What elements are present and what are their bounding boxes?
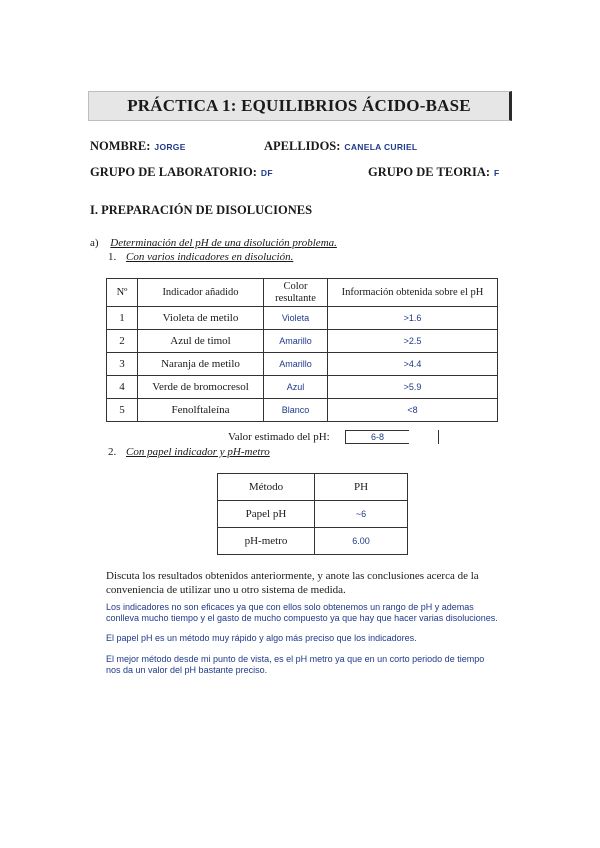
indicator-table — [106, 278, 498, 422]
grupo-lab-value: DF — [260, 168, 273, 178]
cell-indicador: Violeta de metilo — [138, 307, 264, 330]
table-header-row — [218, 474, 408, 501]
item1 — [108, 251, 293, 263]
nombre-value: JORGE — [154, 142, 186, 152]
grupo-lab-field — [90, 163, 273, 181]
apellidos-field — [264, 137, 417, 155]
cell-n: 2 — [107, 330, 138, 353]
header-metodo: Método — [218, 474, 315, 501]
answer-line: conlleva mucho tiempo y el gasto de mucho compuesto ya que hay que hacer varias disoluciones. — [106, 613, 498, 623]
cell-color: Amarillo — [264, 330, 328, 353]
header-info: Información obtenida sobre el pH — [328, 279, 498, 307]
prompt-line: Discuta los resultados obtenidos anteriormente, y anote las conclusiones acerca de la — [106, 570, 479, 582]
cell-color: Azul — [264, 376, 328, 399]
item2 — [108, 446, 270, 458]
answer-line: El mejor método desde mi punto de vista, es el pH metro ya que en un corto periodo de tiempo — [106, 654, 485, 664]
header-ph: PH — [315, 474, 408, 501]
table-row — [218, 501, 408, 528]
answer-2 — [106, 633, 546, 644]
cell-indicador: Verde de bromocresol — [138, 376, 264, 399]
ph-estimate-value: 6-8 — [345, 430, 409, 444]
cell-indicador: Naranja de metilo — [138, 353, 264, 376]
header-color: Color resultante — [264, 279, 328, 307]
cell-n: 5 — [107, 399, 138, 422]
subsection-a — [90, 237, 337, 249]
table-row — [107, 399, 498, 422]
answer-line: Los indicadores no son eficaces ya que con ellos solo obtenemos un rango de pH y ademas — [106, 602, 474, 612]
header-indicador: Indicador añadido — [138, 279, 264, 307]
cell-n: 4 — [107, 376, 138, 399]
cell-n: 1 — [107, 307, 138, 330]
item2-title: Con papel indicador y pH-metro — [126, 446, 270, 458]
cell-metodo: pH-metro — [218, 528, 315, 555]
title-box — [88, 91, 512, 121]
grupo-lab-label: GRUPO DE LABORATORIO: — [90, 165, 257, 179]
cell-info: <8 — [328, 399, 498, 422]
cell-color: Violeta — [264, 307, 328, 330]
cell-n: 3 — [107, 353, 138, 376]
cell-ph: 6.00 — [315, 528, 408, 555]
table-row — [107, 307, 498, 330]
table-row — [107, 330, 498, 353]
item1-title: Con varios indicadores en disolución. — [126, 251, 294, 263]
header-n: Nº — [107, 279, 138, 307]
answer-line: nos da un valor del pH bastante preciso. — [106, 665, 268, 675]
cell-color: Amarillo — [264, 353, 328, 376]
subsection-a-marker: a) — [90, 237, 99, 249]
cell-metodo: Papel pH — [218, 501, 315, 528]
apellidos-value: CANELA CURIEL — [344, 142, 418, 152]
prompt-line: conveniencia de utilizar uno u otro sistema de medida. — [106, 584, 346, 596]
grupo-teoria-label: GRUPO DE TEORIA: — [368, 165, 491, 179]
grupo-teoria-value: F — [494, 168, 500, 178]
ph-estimate-tick — [438, 430, 439, 444]
cell-ph: ~6 — [315, 501, 408, 528]
grupo-teoria-field — [368, 163, 500, 181]
nombre-label: NOMBRE: — [90, 139, 151, 153]
cell-color: Blanco — [264, 399, 328, 422]
section-heading: I. PREPARACIÓN DE DISOLUCIONES — [90, 203, 313, 217]
table-row — [107, 353, 498, 376]
item2-marker: 2. — [108, 446, 117, 458]
page-title: PRÁCTICA 1: EQUILIBRIOS ÁCIDO-BASE — [127, 96, 471, 115]
table-row — [218, 528, 408, 555]
cell-info: >1.6 — [328, 307, 498, 330]
table-header-row — [107, 279, 498, 307]
answer-1 — [106, 602, 546, 624]
table-row — [107, 376, 498, 399]
method-table — [217, 473, 408, 555]
answer-3 — [106, 654, 546, 676]
cell-info: >2.5 — [328, 330, 498, 353]
cell-indicador: Fenolftaleína — [138, 399, 264, 422]
item1-marker: 1. — [108, 251, 117, 263]
discussion-prompt — [106, 569, 526, 597]
nombre-field — [90, 137, 186, 155]
answer-line: El papel pH es un método muy rápido y algo más preciso que los indicadores. — [106, 633, 417, 643]
subsection-a-title: Determinación del pH de una disolución problema. — [110, 237, 337, 249]
ph-estimate-label: Valor estimado del pH: — [228, 431, 330, 443]
apellidos-label: APELLIDOS: — [264, 139, 341, 153]
cell-indicador: Azul de timol — [138, 330, 264, 353]
cell-info: >4.4 — [328, 353, 498, 376]
cell-info: >5.9 — [328, 376, 498, 399]
